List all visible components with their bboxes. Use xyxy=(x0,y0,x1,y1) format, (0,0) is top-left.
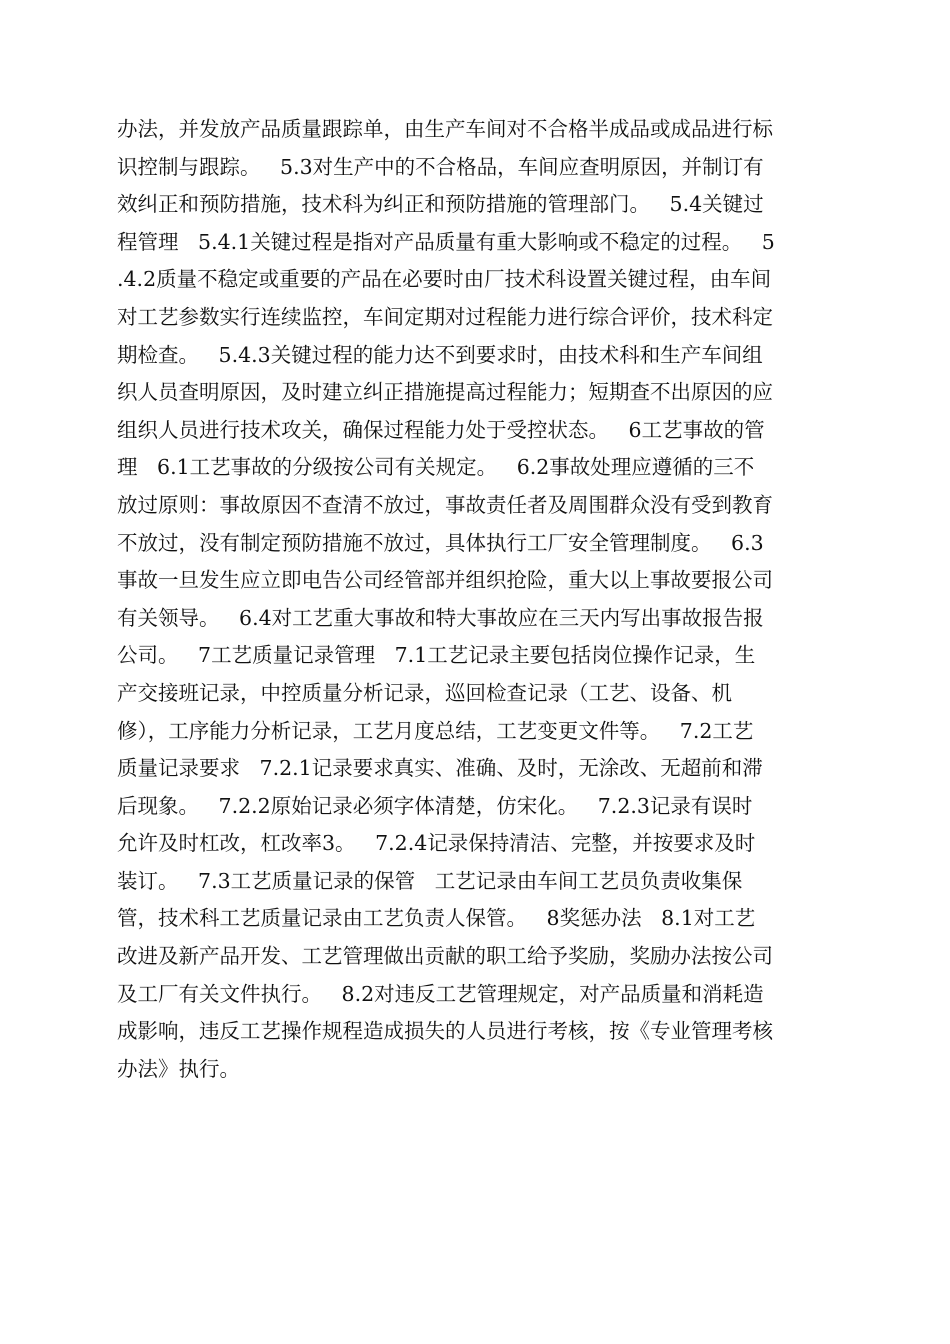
text-line: 识控制与跟踪。 5.3对生产中的不合格品，车间应查明原因，并制订有 xyxy=(117,154,764,179)
text-line: 及工厂有关文件执行。 8.2对违反工艺管理规定，对产品质量和消耗造 xyxy=(117,981,764,1006)
text-line: 理 6.1工艺事故的分级按公司有关规定。 6.2事故处理应遵循的三不 xyxy=(117,455,755,480)
text-line: 事故一旦发生应立即电告公司经管部并组织抢险，重大以上事故要报公司 xyxy=(117,568,773,593)
text-line: 织人员查明原因，及时建立纠正措施提高过程能力；短期查不出原因的应 xyxy=(117,380,773,405)
text-line: 效纠正和预防措施，技术科为纠正和预防措施的管理部门。 5.4关键过 xyxy=(117,192,764,217)
text-line: 程管理 5.4.1关键过程是指对产品质量有重大影响或不稳定的过程。 5 xyxy=(117,229,775,254)
text-line: 装订。 7.3工艺质量记录的保管 工艺记录由车间工艺员负责收集保 xyxy=(117,868,743,893)
text-line: 对工艺参数实行连续监控，车间定期对过程能力进行综合评价，技术科定 xyxy=(117,304,773,329)
text-line: 产交接班记录，中控质量分析记录，巡回检查记录（工艺、设备、机 xyxy=(117,680,732,705)
text-line: 成影响，违反工艺操作规程造成损失的人员进行考核，按《专业管理考核 xyxy=(117,1019,773,1044)
text-line: 后现象。 7.2.2原始记录必须字体清楚，仿宋化。 7.2.3记录有误时 xyxy=(117,793,753,818)
text-line: 不放过，没有制定预防措施不放过，具体执行工厂安全管理制度。 6.3 xyxy=(117,530,764,555)
text-line: .4.2质量不稳定或重要的产品在必要时由厂技术科设置关键过程，由车间 xyxy=(117,267,772,292)
text-line: 期检查。 5.4.3关键过程的能力达不到要求时，由技术科和生产车间组 xyxy=(117,342,763,367)
text-line: 允许及时杠改，杠改率3。 7.2.4记录保持清洁、完整，并按要求及时 xyxy=(117,831,756,856)
text-line: 有关领导。 6.4对工艺重大事故和特大事故应在三天内写出事故报告报 xyxy=(117,605,764,630)
body-text xyxy=(117,111,837,1088)
text-line: 办法》执行。 xyxy=(117,1056,240,1081)
text-line: 组织人员进行技术攻关，确保过程能力处于受控状态。 6工艺事故的管 xyxy=(117,417,765,442)
text-line: 管，技术科工艺质量记录由工艺负责人保管。 8奖惩办法 8.1对工艺 xyxy=(117,906,756,931)
text-line: 质量记录要求 7.2.1记录要求真实、准确、及时，无涂改、无超前和滞 xyxy=(117,756,763,781)
text-line: 修），工序能力分析记录，工艺月度总结，工艺变更文件等。 7.2工艺 xyxy=(117,718,754,743)
text-line: 办法，并发放产品质量跟踪单，由生产车间对不合格半成品或成品进行标 xyxy=(117,117,773,141)
text-line: 公司。 7工艺质量记录管理 7.1工艺记录主要包括岗位操作记录，生 xyxy=(117,643,756,668)
text-line: 改进及新产品开发、工艺管理做出贡献的职工给予奖励，奖励办法按公司 xyxy=(117,944,773,969)
text-line: 放过原则：事故原因不查清不放过，事故责任者及周围群众没有受到教育 xyxy=(117,492,773,517)
